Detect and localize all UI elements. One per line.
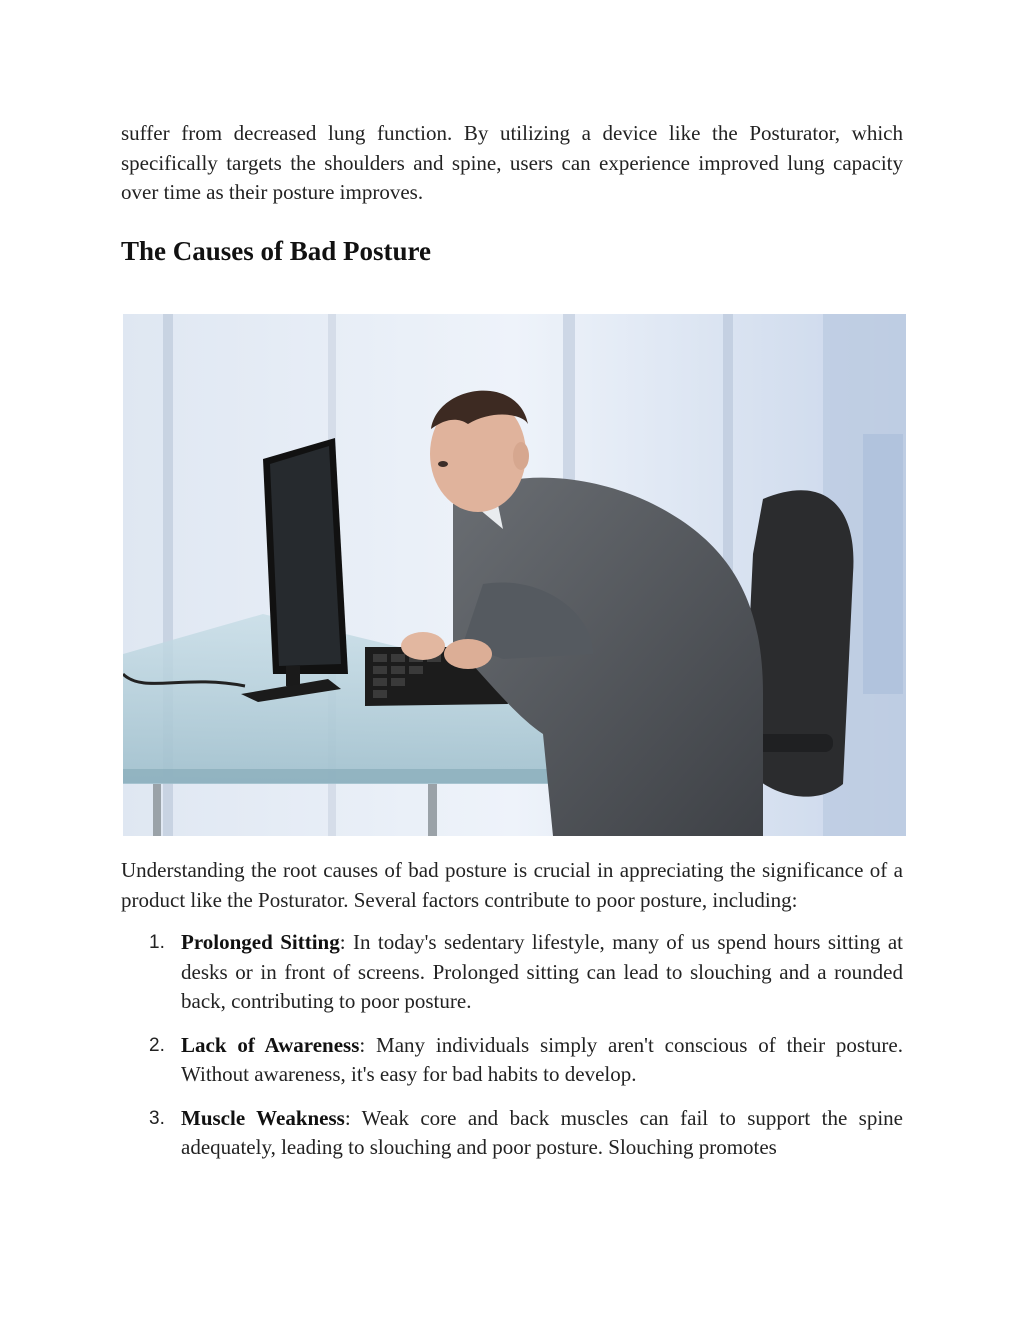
list-description: : Weak core and back muscles can fail to support the spine adequately, leading to slouching and poor posture. Slouching promotes: [181, 1105, 903, 1159]
posture-photo: [123, 314, 906, 836]
section-heading: The Causes of Bad Posture: [121, 235, 432, 266]
list-item: [121, 928, 903, 1017]
list-term: Prolonged Sitting: [181, 930, 340, 954]
list-number: 3.: [149, 1107, 165, 1129]
intro-paragraph: suffer from decreased lung function. By utilizing a device like the Posturator, which specifically targets the shoulders and spine, users can experience improved lung capacity over time as their posture improves.: [121, 121, 903, 204]
body-section: [121, 856, 903, 1177]
list-description: : Many individuals simply aren't conscious of their posture. Without awareness, it's easy for bad habits to develop.: [181, 1032, 903, 1086]
list-number: 2.: [149, 1034, 165, 1056]
body-paragraph: Understanding the root causes of bad posture is crucial in appreciating the significance of a product like the Posturator. Several factors contribute to poor posture, including:: [121, 858, 903, 912]
list-item: [121, 1031, 903, 1090]
list-term: Muscle Weakness: [181, 1105, 345, 1130]
causes-list: [121, 928, 903, 1163]
list-number: 1.: [149, 932, 165, 953]
page-top: [121, 119, 903, 269]
photo-illustration: [123, 314, 906, 836]
list-term: Lack of Awareness: [181, 1032, 360, 1057]
list-item: [121, 1104, 903, 1163]
list-description: : In today's sedentary lifestyle, many of us spend hours sitting at desks or in front of screens. Prolonged sitting can lead to slouching and a rounded back, contributing to poor posture.: [181, 930, 903, 1013]
